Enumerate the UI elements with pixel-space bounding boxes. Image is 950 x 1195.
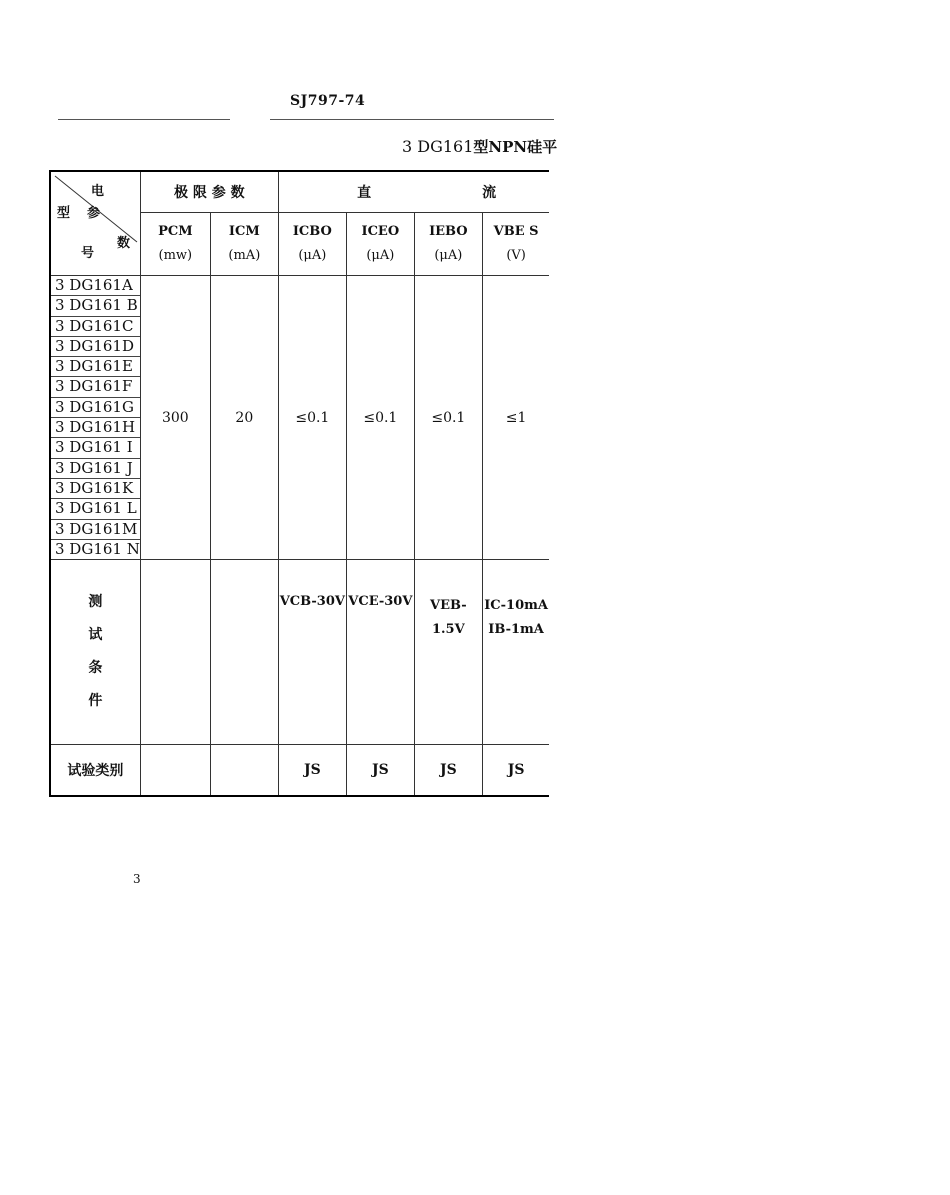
condition-text: VCE-30V [348,594,413,610]
category-iceo: JS [346,745,414,797]
model-item: 3 DG161 N [55,539,140,558]
model-item: 3 DG161G [51,398,140,418]
model-item: 3 DG161 B [51,296,140,316]
model-item: 3 DG161 J [51,459,140,479]
model-item: 3 DG161K [51,479,140,499]
condition-text: IB-1mA [488,622,544,638]
condition-text: 1.5V [431,622,465,638]
test-condition-char: 条 [88,660,103,677]
category-icm [210,745,278,797]
col-header-vbes [482,213,549,276]
model-item: 3 DG161 I [51,438,140,458]
category-pcm [140,745,210,797]
category-vbes: JS [482,745,549,797]
col-header-icm [210,213,278,276]
model-item: 3 DG161C [51,317,140,337]
col-unit: (μA) [298,248,327,263]
page-title [402,136,557,157]
value-icm: 20 [210,276,278,560]
limit-params-header: 极 限 参 数 [140,171,278,213]
value-icbo: ≤0.1 [278,276,346,560]
model-list-cell [50,276,140,560]
col-unit: (μA) [434,248,463,263]
corner-label-right: 数 [117,236,131,251]
col-unit: (V) [506,248,526,263]
model-item: 3 DG161M [51,520,140,540]
value-pcm: 300 [140,276,210,560]
col-unit: (μA) [366,248,395,263]
model-item: 3 DG161H [51,418,140,438]
col-symbol: ICBO [292,224,332,239]
test-condition-label [50,560,140,745]
model-item: 3 DG161F [51,377,140,397]
condition-pcm [140,560,210,745]
col-unit: (mw) [158,248,193,263]
condition-iceo [346,560,414,745]
col-symbol: ICEO [361,224,400,239]
test-condition-char: 件 [88,693,103,710]
corner-label-left: 型 [57,206,71,221]
test-condition-char: 测 [88,594,103,611]
condition-icbo [278,560,346,745]
col-header-pcm [140,213,210,276]
header-rule-left [58,119,230,120]
category-iebo: JS [414,745,482,797]
condition-vbes [482,560,549,745]
test-category-label: 试验类别 [50,745,140,797]
model-item: 3 DG161D [51,337,140,357]
title-rest: 型NPN硅平 [473,138,558,156]
col-symbol: IEBO [429,224,468,239]
col-header-icbo [278,213,346,276]
value-iceo: ≤0.1 [346,276,414,560]
col-symbol: VBE S [493,224,539,239]
value-vbes: ≤1 [482,276,549,560]
col-header-iceo [346,213,414,276]
value-iebo: ≤0.1 [414,276,482,560]
dc-header-char-1: 直 [357,185,372,201]
model-item: 3 DG161 L [51,499,140,519]
col-symbol: ICM [228,224,260,239]
model-item: 3 DG161A [51,276,140,296]
col-symbol: PCM [158,224,193,239]
condition-text: IC-10mA [484,598,548,614]
dc-params-header [278,171,549,213]
model-item: 3 DG161E [51,357,140,377]
condition-text: VCB-30V [279,594,345,610]
title-prefix: 3 DG161 [402,137,474,156]
spec-table [49,170,549,797]
page-number: 3 [133,872,141,886]
col-unit: (mA) [228,248,261,263]
dc-header-char-2: 流 [482,185,497,201]
col-header-iebo [414,213,482,276]
corner-header-cell [50,171,140,276]
test-condition-char: 试 [88,627,103,644]
corner-label-top: 电 [91,184,105,199]
condition-text: VEB- [430,598,467,614]
condition-icm [210,560,278,745]
corner-label-bottom: 号 [81,246,95,261]
standard-code: SJ797-74 [290,93,366,109]
category-icbo: JS [278,745,346,797]
corner-label-mid: 参 [87,206,101,221]
condition-iebo [414,560,482,745]
header-rule-right [270,119,554,120]
